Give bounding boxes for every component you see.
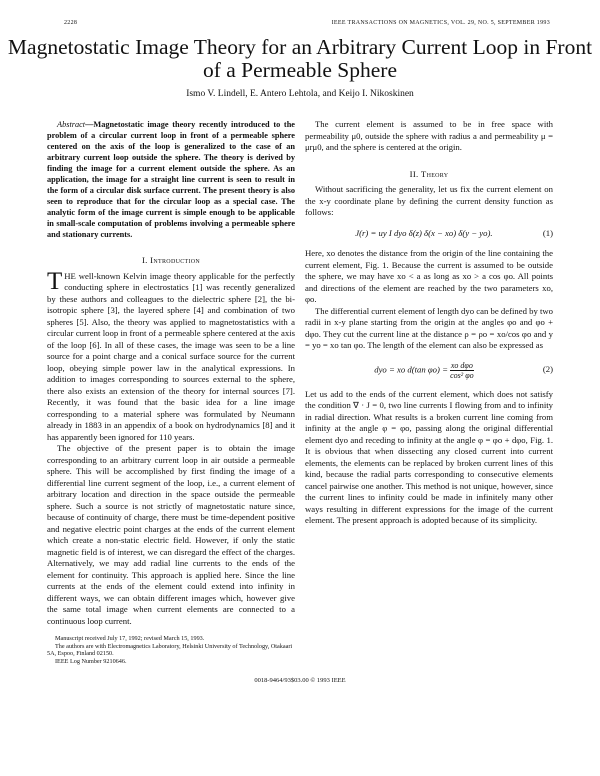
left-column: [47, 119, 295, 665]
intro-paragraph-1: [47, 267, 295, 444]
intro-text-1: HE well-known Kelvin image theory applicable for the perfectly conducting sphere in electrostatics [1] was recently generalized by these authors and colleagues to the dielectric sphere [2], the bi-isotropic sphere [3], the layered sphere [4] and combination of two spheres [5]. Also, the theory was applied to magnetostatistics with a circular current loop in front of a permeable sphere centered at the axis of the loop [6]. In all of these cases, the image was seen to be a line source for a point charge and a conical surface source for the current loop, obeying simple power law in the analytical expressions. In addition to images corresponding to sources external to the sphere, there also exists an extension of the theory for internal sources [7]. Recently, it was found that the basic idea for a line image corresponding to a material sphere was formulated by Neumann already in 1883 in an appendix of a book on hydrodynamics [8] and it has apparently been ignored for 110 years.: [47, 270, 295, 442]
right-column: [305, 119, 553, 527]
equation-2-fraction: [450, 361, 474, 380]
abstract-text: —Magnetostatic image theory recently introduced to the problem of a circular current loop in front of a permeable sphere centered on the axis of the loop is generalized to the case of an arbitrary current loop outside the sphere. The theory is derived by finding the image for a current element outside the sphere. As an application, the image for a straight line current is seen to result in the form of a circular disk surface current. The present theory is also seen to reproduce that for the circular loop as a special case. The analytic form of the image current is simple enough to be applicable in small-scale computation of problems involving a permeable sphere and stationary currents.: [47, 120, 295, 239]
two-column-body: [47, 119, 553, 665]
equation-1: [305, 228, 553, 240]
fraction-denominator: cos² φo: [450, 370, 474, 380]
section-heading-theory: II. Theory: [409, 168, 449, 179]
abstract-label: Abstract: [57, 120, 86, 129]
fraction-numerator: xo dφo: [450, 360, 473, 370]
drop-cap: T: [47, 267, 63, 295]
paper-title: Magnetostatic Image Theory for an Arbitrary Current Loop in Front of a Permeable Sphere: [7, 35, 593, 82]
equation-2-number: (2): [542, 364, 553, 375]
authors: Ismo V. Lindell, E. Antero Lehtola, and Keijo I. Nikoskinen: [186, 89, 414, 99]
theory-paragraph-3: The differential current element of length dyo can be defined by two radii in x-y plane starting from the origin at the angles φo and φo + dφo. They cut the current line at the distance ρ = ρo = xo/cos φo and y = yo = xo tan φo. The length of the element can also be expressed as: [305, 305, 553, 350]
section-heading-introduction: I. Introduction: [141, 255, 201, 265]
footnote-received: Manuscript received July 17, 1992; revised March 15, 1993.: [55, 635, 205, 642]
theory-paragraph-4: Let us add to the ends of the current element, which does not satisfy the condition ∇ · J = 0, two line currents I flowing from and to infinity in radial direction. What results is a broken current line coming from infinity at the angle φ = φo, passing along the original differential element dyo and receding to infinity at the angle φ = φo + dφo, Fig. 1. It is obvious that when dissecting any closed current into current elements, the elements can be replaced by broken current lines of this kind, because the radial parts corresponding to consecutive elements cancel pairwise one another. This method is not unique, however, since the current lines to infinity could be made in infinitely many other ways resulting in different expressions for the image of the current element. The present approach is adopted because of its simplicity.: [305, 388, 553, 525]
theory-paragraph-1: Without sacrificing the generality, let us fix the current element on the x-y coordinate plane by defining the current density function as follows:: [305, 184, 553, 217]
equation-1-number: (1): [542, 227, 553, 238]
issn-copyright: 0018-9464/93$03.00 © 1993 IEEE: [254, 677, 346, 685]
theory-paragraph-2: Here, xo denotes the distance from the origin of the line containing the current element, Fig. 1. Because the current is assumed to be outside the sphere, we may have xo < a as long as xo > a cos φo. All points and directions of the element are reached by the two parameters xo, φo.: [305, 248, 553, 304]
intro-paragraph-2: The objective of the present paper is to obtain the image corresponding to an arbitrary current loop in air outside a permeable sphere. This will be accomplished by first finding the image of a differential line current segment of the loop, i.e., a current element of arbitrary location and direction in the space outside the permeable sphere. Such a source is not strictly of magnetostatic nature since, because of continuity of charge, there must be time-dependent positive and negative electric point charges at the ends of the current element which create a non-static electric field. However, if only the static magnetic field is of interest, we can disregard the effect of the charges. Alternatively, we may add radial line currents to the ends of the element for continuity. This approach is applied here. Since the line currents at the ends of the element could extend into infinity in different ways, we can obtain different images which, however give the same total image when current elements are connected to a continuous loop current.: [47, 443, 295, 626]
equation-1-body: J(r) = uy I dyo δ(z) δ(x − xo) δ(y − yo).: [355, 227, 493, 238]
equation-2-left: dyo = xo d(tan φo) =: [374, 364, 451, 374]
intro-paragraph-3: The current element is assumed to be in free space with permeability μ0, outside the sphere with radius a and permeability μ = μrμ0, and the sphere is centered at the origin.: [305, 119, 553, 152]
footnotes: [47, 635, 295, 665]
equation-2-body: [305, 361, 543, 380]
footnote-log: IEEE Log Number 9210646.: [55, 657, 127, 665]
equation-2: [305, 361, 553, 380]
footnote-affiliation: The authors are with Electromagnetics Laboratory, Helsinki University of Technology, Otakaari 5A, Espoo, Finland 02150.: [47, 642, 293, 658]
abstract: [47, 119, 295, 240]
journal-header: IEEE TRANSACTIONS ON MAGNETICS, VOL. 29, NO. 5, SEPTEMBER 1993: [331, 20, 550, 26]
page-number: 2228: [64, 20, 78, 26]
running-header: [47, 20, 553, 26]
